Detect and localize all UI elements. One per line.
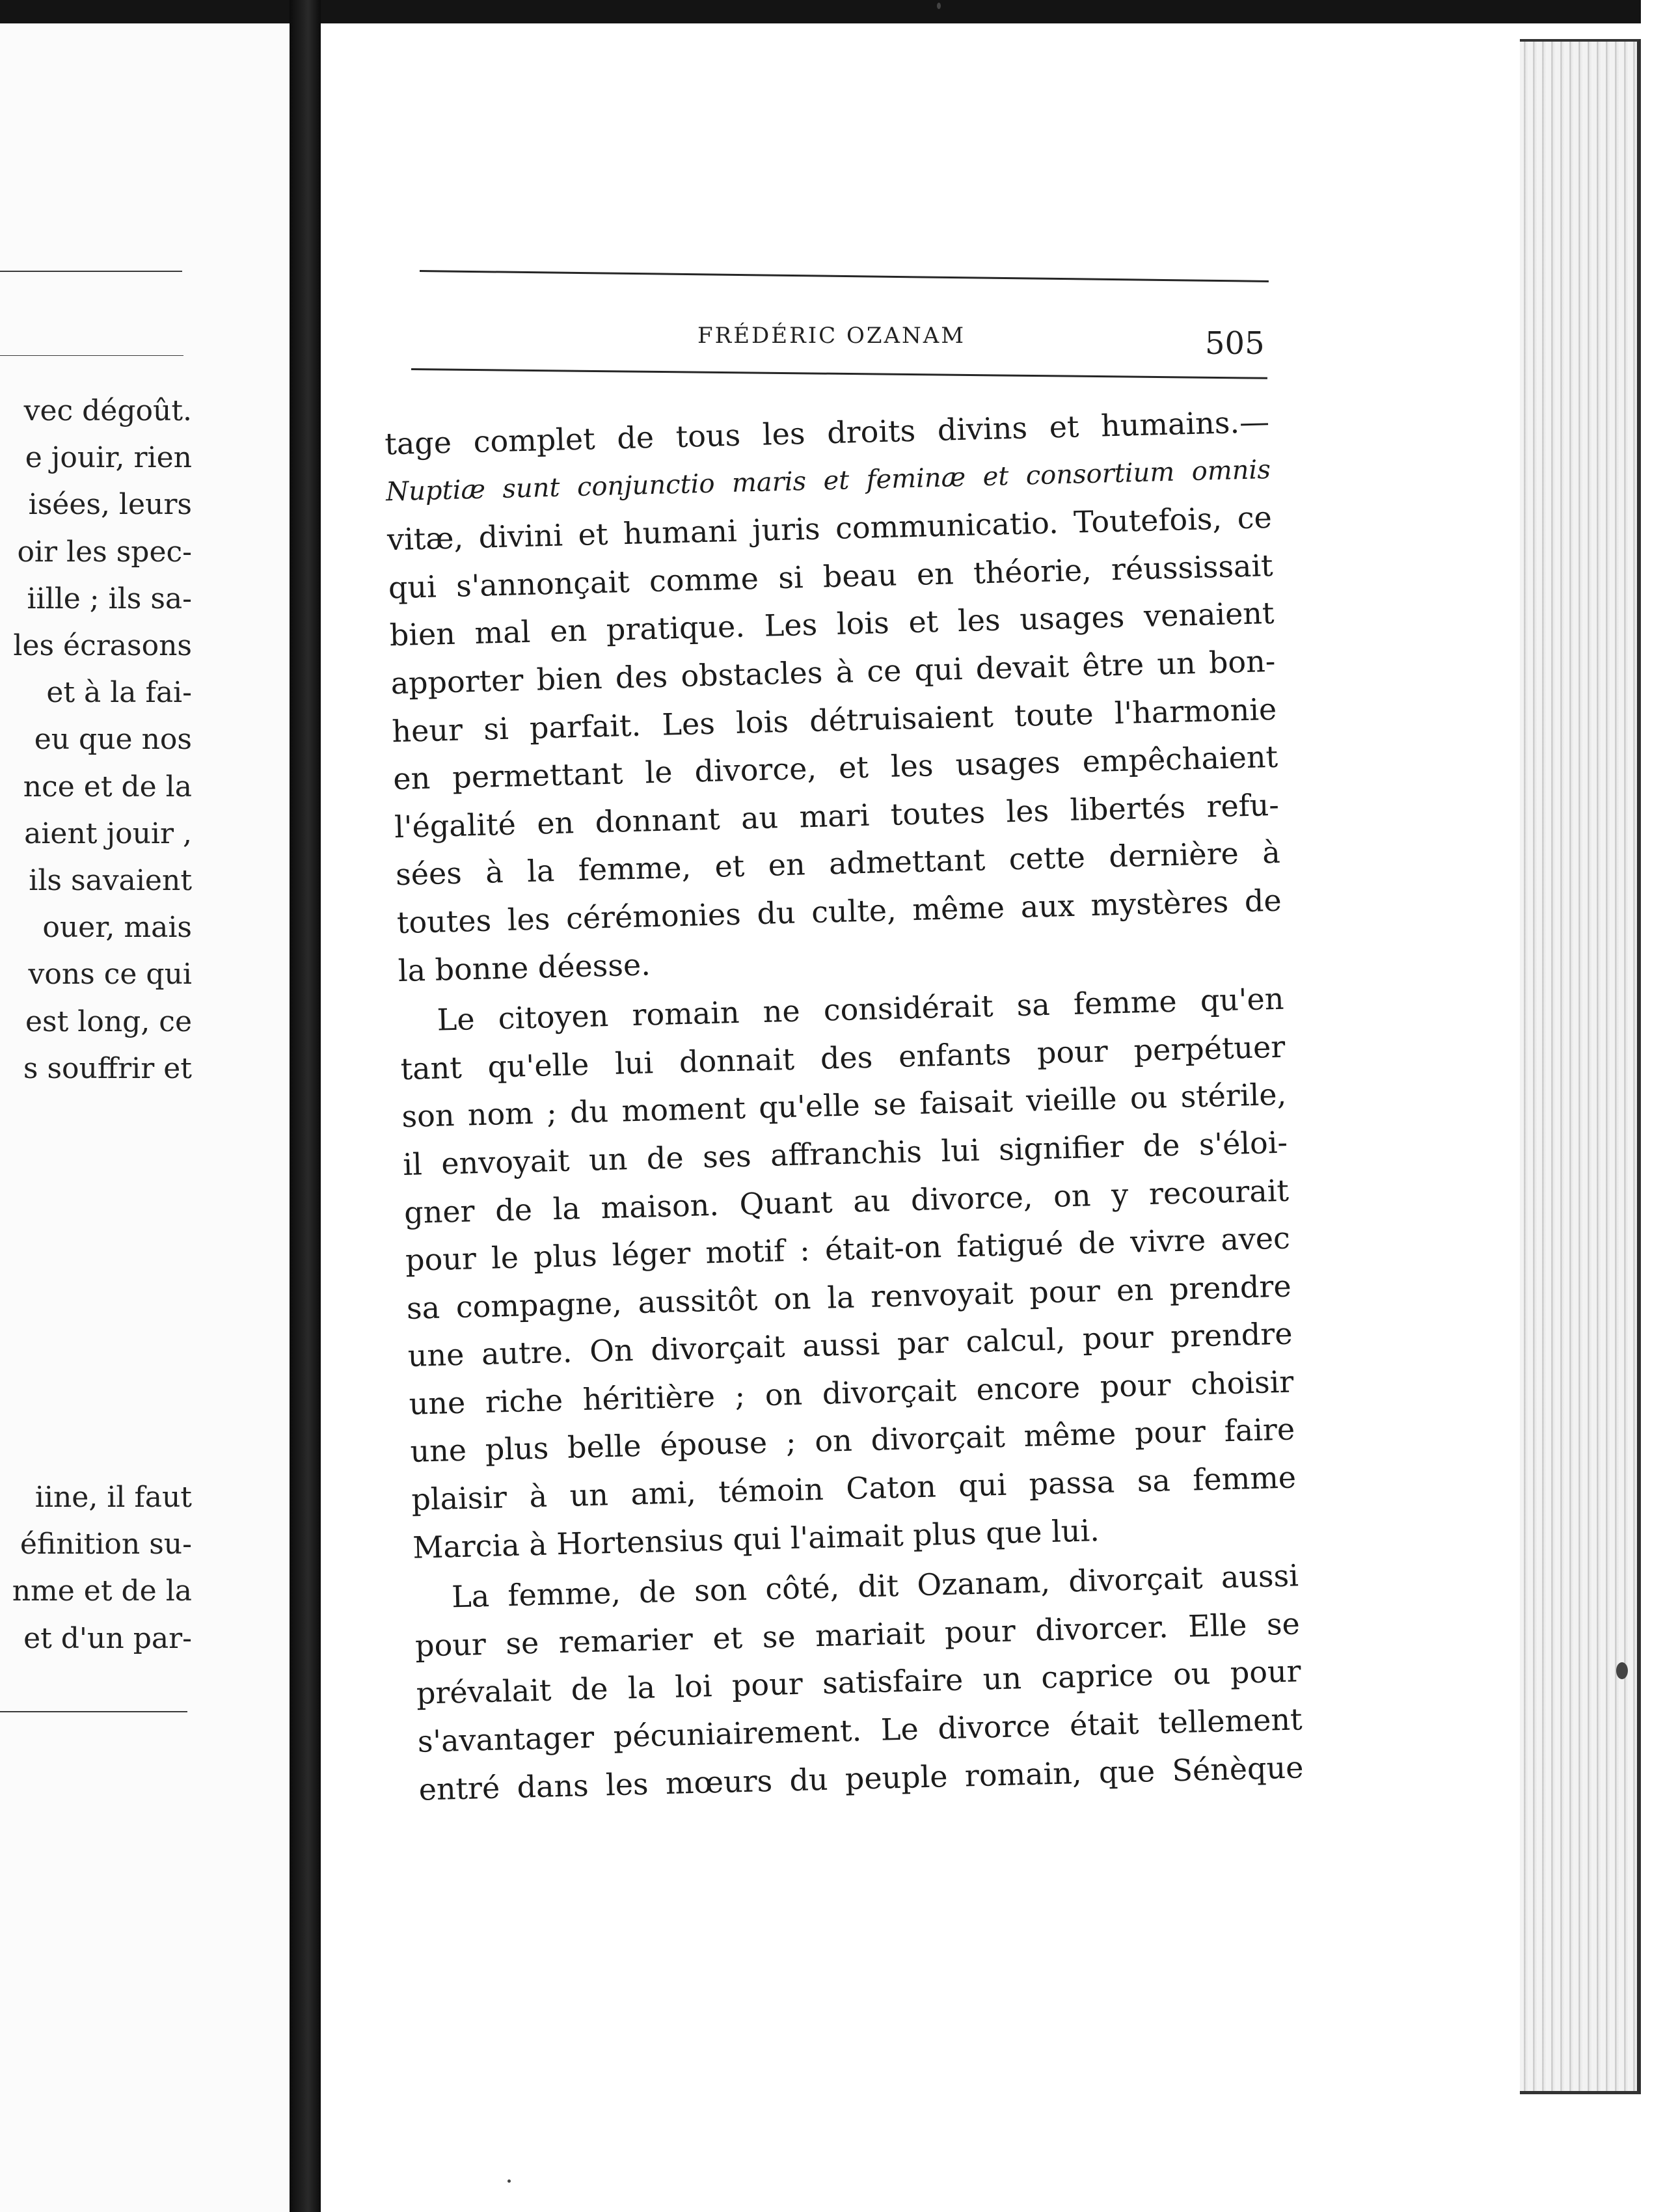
page-edges [1520, 39, 1641, 2094]
latin-quote-line: Nuptiæ sunt conjunctio maris et feminæ et consortium omnis [385, 454, 1271, 507]
left-page-rule-bottom [0, 1711, 187, 1712]
left-page-rule-top [0, 271, 182, 272]
left-page-text-lower [12, 1474, 192, 1662]
left-line: eu que nos [34, 723, 192, 757]
left-page-rule-header [0, 355, 183, 356]
text-line: une autre. On divorçait aussi par calcul, pour prendre [407, 1315, 1293, 1374]
left-page [0, 23, 290, 2212]
text-line: entré dans les mœurs du peuple romain, que Sénèque [418, 1749, 1304, 1807]
scan-speck [937, 3, 941, 9]
running-title: FRÉDÉRIC OZANAM [697, 323, 966, 349]
left-line: e jouir, rien [25, 441, 192, 475]
book-gutter [290, 0, 321, 2212]
left-line: iine, il faut [34, 1481, 192, 1514]
text-line: bien mal en pratique. Les lois et les usages venaient [389, 595, 1275, 653]
text-line: sa compagne, aussitôt on la renvoyait pour en prendre [406, 1268, 1292, 1326]
text-line: apporter bien des obstacles à ce qui devait être un bon- [390, 643, 1276, 701]
text-line: plaisir à un ami, témoin Caton qui passa sa femme [411, 1459, 1297, 1517]
left-line: ils savaient [29, 864, 192, 898]
text-line: prévalait de la loi pour satisfaire un caprice ou pour [416, 1653, 1302, 1712]
text-line: la bonne déesse. [398, 946, 651, 988]
left-line: oir les spec- [17, 535, 192, 569]
text-line: La femme, de son côté, dit Ozanam, divorçait aussi [451, 1558, 1299, 1615]
scan-right-margin [1641, 0, 1663, 2212]
left-line: ouer, mais [42, 911, 192, 945]
text-line: son nom ; du moment qu'elle se faisait vieille ou stérile, [401, 1076, 1287, 1135]
left-line: aient jouir , [24, 816, 192, 850]
text-line: une plus belle épouse ; on divorçait même pour faire [409, 1411, 1295, 1470]
text-line: pour le plus léger motif : était-on fatigué de vivre avec [405, 1220, 1291, 1278]
text-line: vitæ, divini et humani juris communicatio. Toutefois, ce [386, 500, 1273, 558]
left-line: isées, leurs [28, 488, 192, 522]
text-line: tant qu'elle lui donnait des enfants pour perpétuer [399, 1029, 1286, 1086]
left-line: éfinition su- [20, 1528, 192, 1561]
text-line: il envoyait un de ses affranchis lui signifier de s'éloi- [402, 1124, 1288, 1182]
text-line: toutes les cérémonies du culte, même aux mystères de [396, 882, 1282, 941]
text-line: Marcia à Hortensius qui l'aimait plus que lui. [412, 1512, 1100, 1565]
text-line: heur si parfait. Les lois détruisaient toute l'harmonie [391, 691, 1277, 749]
text-line: en permettant le divorce, et les usages empêchaient [392, 738, 1278, 797]
left-line: et d'un par- [23, 1621, 192, 1655]
left-line: nce et de la [23, 770, 192, 803]
left-line: est long, ce [25, 1005, 192, 1038]
scan-speck [507, 2179, 511, 2183]
text-line: sées à la femme, et en admettant cette dernière à [395, 835, 1281, 893]
left-line: nme et de la [12, 1574, 192, 1608]
left-page-text-upper [13, 388, 192, 1092]
text-line: Le citoyen romain ne considérait sa femme qu'en [437, 980, 1285, 1038]
text-line: qui s'annonçait comme si beau en théorie, réussissait [388, 547, 1274, 606]
text-line: l'égalité en donnant au mari toutes les libertés refu- [394, 787, 1280, 844]
text-line: pour se remarier et se mariait pour divorcer. Elle se [414, 1606, 1301, 1664]
left-line: s souffrir et [23, 1051, 192, 1085]
text-line: gner de la maison. Quant au divorce, on y recourait [403, 1172, 1290, 1230]
text-line: tage complet de tous les droits divins et humains.— [384, 403, 1270, 462]
scan-speck [1616, 1662, 1628, 1679]
text-line: s'avantager pécuniairement. Le divorce était tellement [417, 1701, 1303, 1759]
left-line: et à la fai- [46, 676, 192, 710]
left-line: vec dégoût. [23, 394, 192, 427]
left-line: vons ce qui [28, 958, 192, 991]
left-line: iille ; ils sa- [27, 582, 192, 615]
scan-top-edge [0, 0, 1663, 23]
left-line: les écrasons [13, 629, 192, 663]
text-line: une riche héritière ; on divorçait encore pour choisir [409, 1364, 1294, 1422]
body-text [384, 398, 1304, 1814]
page-number: 505 [1205, 325, 1265, 362]
